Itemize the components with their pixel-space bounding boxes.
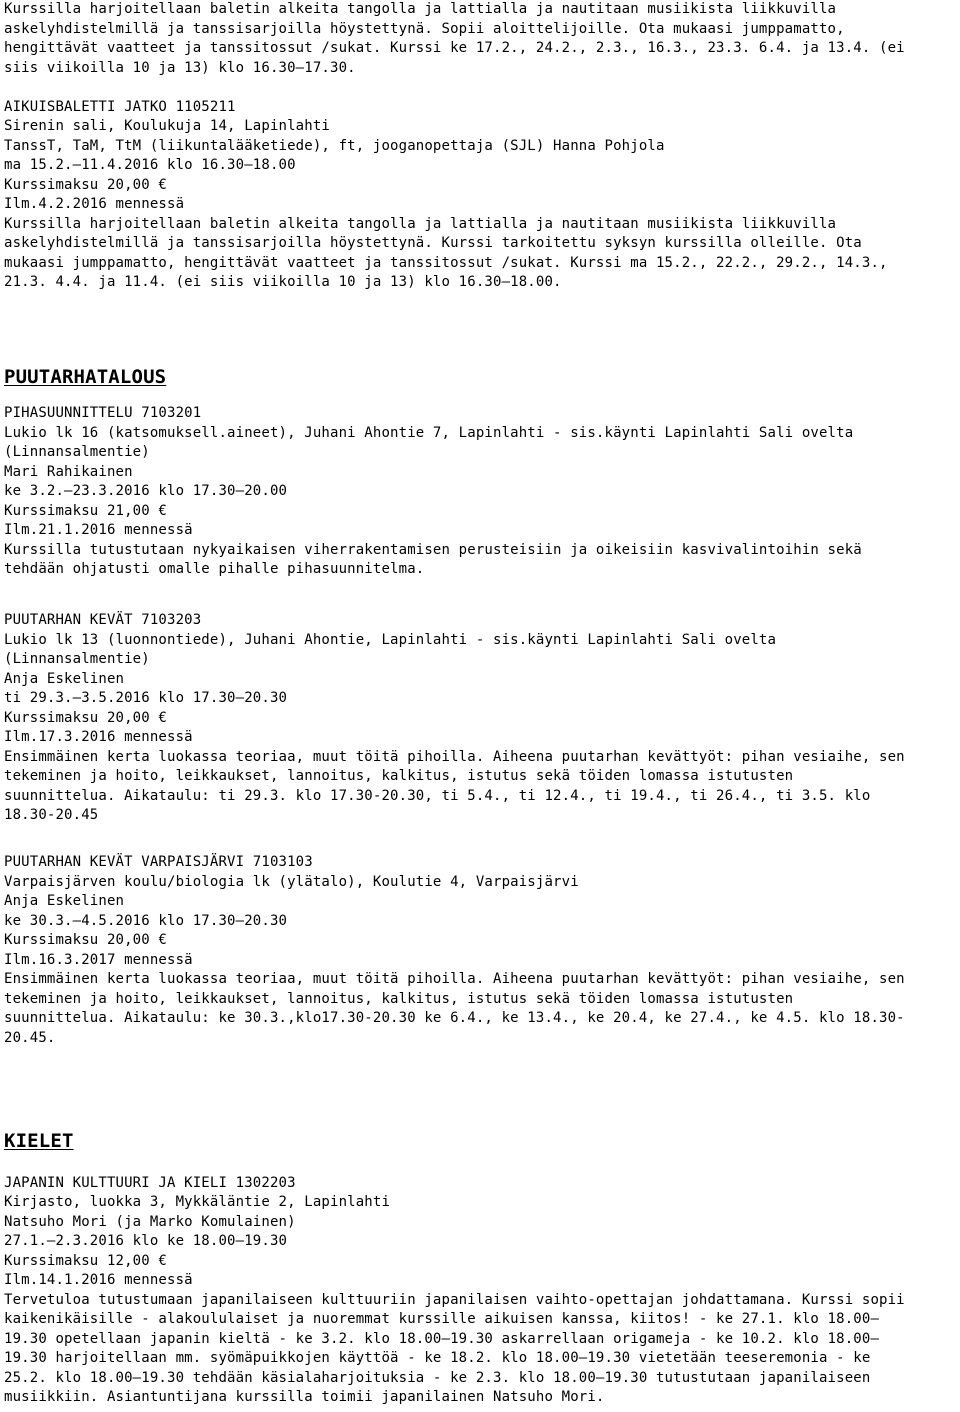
course-description-line: musiikkiin. Asiantuntijana kurssilla toimii japanilainen Natsuho Mori.: [4, 1389, 605, 1405]
course-description-line: tekeminen ja hoito, leikkaukset, lannoitus, kalkitus, istutus sekä töiden lomassa istutusten: [4, 990, 794, 1007]
course-description-line: kaikenikäisille - alakoululaiset ja nuoremmat kurssille aikuisen kanssa, kiitos! - ke 27.1. klo 18.00–: [4, 1311, 880, 1327]
course-fee: Kurssimaksu 20,00 €: [4, 932, 167, 948]
course-registration: Ilm.4.2.2016 mennessä: [4, 196, 185, 212]
course-title: JAPANIN KULTTUURI JA KIELI 1302203: [4, 1174, 296, 1191]
course-registration: Ilm.16.3.2017 mennessä: [4, 951, 193, 968]
course-location: (Linnansalmentie): [4, 444, 150, 460]
course-schedule: ke 3.2.–23.3.2016 klo 17.30–20.00: [4, 483, 288, 499]
course-entry: [4, 611, 958, 826]
course-registration: Ilm.17.3.2016 mennessä: [4, 729, 193, 745]
course-schedule: ma 15.2.–11.4.2016 klo 16.30–18.00: [4, 157, 296, 173]
course-description-line: 20.45.: [4, 1029, 56, 1046]
course-description-line: tekeminen ja hoito, leikkaukset, lannoitus, kalkitus, istutus sekä töiden lomassa istutusten: [4, 768, 794, 784]
course-description-line: 25.2. klo 18.00–19.30 tehdään käsialaharjoituksia - ke 2.3. klo 18.00–19.30 tutustutaan japanilaiseen: [4, 1369, 871, 1386]
course-entry: [4, 1174, 958, 1408]
section-heading: KIELET: [4, 1129, 74, 1152]
course-location: Lukio lk 13 (luonnontiede), Juhani Ahontie, Lapinlahti - sis.käynti Lapinlahti Sali ovelta: [4, 631, 777, 648]
text-line: siis viikoilla 10 ja 13) klo 16.30–17.30.: [4, 59, 356, 76]
course-teacher: Anja Eskelinen: [4, 670, 125, 687]
course-teacher: Anja Eskelinen: [4, 893, 125, 909]
text-line: hengittävät vaatteet ja tanssitossut /sukat. Kurssi ke 17.2., 24.2., 2.3., 16.3., 23.3. 6.4. ja 13.4. (ei: [4, 40, 905, 56]
course-description-line: suunnittelua. Aikataulu: ti 29.3. klo 17.30-20.30, ti 5.4., ti 12.4., ti 19.4., ti 26.4., ti 3.5. klo: [4, 787, 871, 804]
course-schedule: 27.1.–2.3.2016 klo ke 18.00–19.30: [4, 1233, 288, 1249]
course-description-line: Kurssilla tutustutaan nykyaikaisen viherrakentamisen perusteisiin ja oikeisiin kasvivalintoihin sekä: [4, 541, 862, 558]
course-description-line: 19.30 opetellaan japanin kieltä - ke 3.2. klo 18.00–19.30 askarrellaan origameja - ke 10.2. klo 18.00–: [4, 1330, 880, 1347]
text-line: askelyhdistelmillä ja tanssisarjoilla höystettynä. Sopii aloittelijoille. Ota mukaasi jumppamatto,: [4, 20, 845, 37]
course-description-line: Ensimmäinen kerta luokassa teoriaa, muut töitä pihoilla. Aiheena puutarhan kevättyöt: pihan vesiaihe, sen: [4, 971, 905, 987]
course-registration: Ilm.21.1.2016 mennessä: [4, 522, 193, 538]
course-entry: [4, 404, 958, 580]
intro-paragraph: [4, 0, 958, 78]
course-teacher: Mari Rahikainen: [4, 463, 133, 480]
course-teacher: TanssT, TaM, TtM (liikuntalääketiede), ft, jooganopettaja (SJL) Hanna Pohjola: [4, 137, 665, 154]
course-description-line: Kurssilla harjoitellaan baletin alkeita tangolla ja lattialla ja nautitaan musiikista liikkuvilla: [4, 215, 837, 232]
document-page: [4, 0, 958, 1408]
course-schedule: ti 29.3.–3.5.2016 klo 17.30–20.30: [4, 690, 288, 706]
course-fee: Kurssimaksu 12,00 €: [4, 1252, 167, 1269]
course-title: PIHASUUNNITTELU 7103201: [4, 405, 202, 421]
course-title: PUUTARHAN KEVÄT VARPAISJÄRVI 7103103: [4, 854, 313, 870]
course-description-line: suunnittelua. Aikataulu: ke 30.3.,klo17.30-20.30 ke 6.4., ke 13.4., ke 20.4, ke 27.4., ke 4.5. klo 18.30-: [4, 1010, 905, 1026]
course-fee: Kurssimaksu 21,00 €: [4, 502, 167, 519]
course-location: (Linnansalmentie): [4, 651, 150, 667]
course-description-line: tehdään ohjatusti omalle pihalle pihasuunnitelma.: [4, 561, 425, 577]
course-location: Varpaisjärven koulu/biologia lk (ylätalo), Koulutie 4, Varpaisjärvi: [4, 873, 579, 890]
course-entry: [4, 853, 958, 1048]
course-entry: [4, 98, 958, 293]
text-line: Kurssilla harjoitellaan baletin alkeita tangolla ja lattialla ja nautitaan musiikista liikkuvilla: [4, 1, 837, 17]
course-location: Sirenin sali, Koulukuja 14, Lapinlahti: [4, 118, 330, 134]
course-description-line: Ensimmäinen kerta luokassa teoriaa, muut töitä pihoilla. Aiheena puutarhan kevättyöt: pihan vesiaihe, sen: [4, 748, 905, 765]
course-description-line: 19.30 harjoitellaan mm. syömäpuikkojen käyttöä - ke 18.2. klo 18.00–19.30 vietetään teeseremonia - ke: [4, 1350, 871, 1366]
course-location: Kirjasto, luokka 3, Mykkäläntie 2, Lapinlahti: [4, 1194, 391, 1210]
course-description-line: mukaasi jumppamatto, hengittävät vaatteet ja tanssitossut /sukat. Kurssi ma 15.2., 22.2., 29.2., 14.3.,: [4, 254, 888, 271]
course-description-line: Tervetuloa tutustumaan japanilaiseen kulttuuriin japanilaisen vaihto-opettajan johdattamana. Kurssi sopii: [4, 1291, 905, 1308]
course-teacher: Natsuho Mori (ja Marko Komulainen): [4, 1213, 296, 1230]
course-title: PUUTARHAN KEVÄT 7103203: [4, 612, 202, 628]
course-registration: Ilm.14.1.2016 mennessä: [4, 1272, 193, 1288]
course-description-line: askelyhdistelmillä ja tanssisarjoilla höystettynä. Kurssi tarkoitettu syksyn kurssilla olleille. Ota: [4, 235, 862, 251]
course-schedule: ke 30.3.–4.5.2016 klo 17.30–20.30: [4, 912, 288, 929]
course-title: AIKUISBALETTI JATKO 1105211: [4, 98, 236, 115]
course-fee: Kurssimaksu 20,00 €: [4, 176, 167, 193]
course-description-line: 18.30-20.45: [4, 807, 99, 823]
course-description-line: 21.3. 4.4. ja 11.4. (ei siis viikoilla 10 ja 13) klo 16.30–18.00.: [4, 274, 562, 290]
section-heading: PUUTARHATALOUS: [4, 366, 167, 388]
course-fee: Kurssimaksu 20,00 €: [4, 709, 167, 726]
course-location: Lukio lk 16 (katsomuksell.aineet), Juhani Ahontie 7, Lapinlahti - sis.käynti Lapinlahti Sali ovelta: [4, 424, 854, 441]
